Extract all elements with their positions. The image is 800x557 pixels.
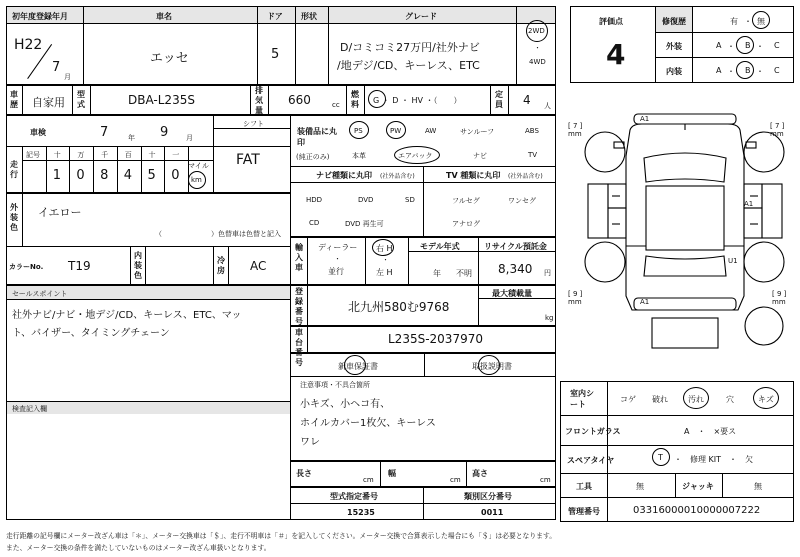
tv-analog: アナログ — [452, 220, 480, 228]
notes-label: 注意事項・不具合箇所 — [300, 381, 370, 389]
navi-dvd: DVD — [358, 196, 374, 204]
capacity-value: 4 — [523, 93, 531, 107]
recycle-value: 8,340 — [498, 262, 533, 276]
chassis-label: 車台番号 — [295, 328, 303, 367]
car-name: エッセ — [150, 51, 189, 66]
sales-point-line1: 社外ナビ/ナビ・地デジ/CD、キーレス、ETC、マッ — [12, 310, 242, 321]
model-label: 型式 — [77, 90, 85, 109]
equip-abs: ABS — [525, 127, 539, 135]
sheet-option: 穴 — [726, 395, 734, 404]
sales-point-line2: ト、バイザー、タイミングチェーン — [12, 328, 170, 339]
tv-types-title: TV 種類に丸印 — [446, 171, 501, 180]
int-grade-circle — [736, 61, 754, 79]
grade-line2: /地デジ/CD、キーレス、ETC — [337, 59, 480, 72]
category-number-label: 類別区分番号 — [464, 492, 512, 501]
odo-header: 万 — [77, 151, 85, 159]
odo-digit: 1 — [52, 168, 61, 183]
spare-tire-label: スペアタイヤ — [567, 456, 615, 465]
equip-pw: PW — [390, 127, 402, 135]
sheet-option-circle — [753, 387, 779, 409]
first-reg-label: 初年度登録年月 — [12, 12, 68, 21]
ext-color-note: （ ）色替車は色替と記入 — [155, 230, 281, 238]
disp-unit: cc — [332, 101, 340, 109]
damage-mark-rear: A1 — [640, 298, 650, 306]
import-label: 輸入車 — [295, 243, 303, 272]
equip-sunroof: サンルーフ — [460, 128, 495, 136]
odo-header: 一 — [172, 151, 180, 159]
grade-label: グレード — [405, 12, 437, 21]
notes-line2: ホイルカバー1枚欠、キーレス — [300, 418, 436, 429]
odo-digit: 0 — [171, 168, 180, 183]
spare-kit: ・ 修理 KIT ・ 欠 — [674, 455, 754, 464]
inspection-month: 9 — [160, 125, 169, 140]
disp-label: 排気量 — [255, 86, 263, 115]
tv-oneseg: ワンセグ — [508, 197, 536, 205]
windshield-options: A ・ ×要ス — [684, 427, 737, 436]
warranty-label: 新車保証書 — [338, 362, 378, 371]
registration-label: 登録番号 — [295, 287, 303, 326]
tools-label: 工具 — [576, 482, 592, 491]
car-name-label: 車名 — [156, 12, 172, 21]
type-number-label: 型式指定番号 — [330, 492, 378, 501]
door-label: ドア — [267, 12, 283, 21]
footer-line1: 走行距離の記号欄にメーター改ざん車は「＊」、メーター交換車は「＄」、走行不明車は「＃」を記入してください。メーター交換で合算表示した場合にも「＄」は必要となります。 — [6, 532, 556, 540]
shape-label: 形状 — [301, 12, 317, 21]
car-damage-diagram — [560, 96, 794, 368]
navi-cd: CD — [309, 219, 320, 227]
int-scale-b: B — [745, 66, 751, 75]
fuel-options: G ・ D ・ HV ・（ ） — [373, 96, 462, 105]
windshield-label: フロントガラス — [565, 427, 621, 436]
length-label: 長さ — [296, 469, 312, 478]
int-scale-c: C — [774, 66, 780, 75]
import-parallel: 並行 — [328, 267, 344, 276]
model-value: DBA-L235S — [128, 93, 195, 107]
color-no-label: カラーNo. — [9, 263, 44, 271]
category-number-value: 0011 — [481, 508, 504, 517]
disp-value: 660 — [288, 93, 311, 107]
odo-header: 百 — [124, 151, 132, 159]
equip-leather: 本革 — [352, 152, 366, 160]
wheel-size-rr: [ 9 ] mm — [772, 290, 787, 306]
equip-ps: PS — [354, 127, 363, 135]
ext-scale-a: A — [716, 41, 722, 50]
purpose-label: 車歴 — [10, 90, 18, 109]
odo-digit: 4 — [123, 168, 133, 183]
sheet-option: キズ — [758, 395, 774, 404]
first-reg-month-unit: 月 — [64, 73, 71, 81]
capacity-unit: 人 — [544, 102, 551, 110]
interior-sheet-label: 室内シート — [570, 389, 594, 409]
recycle-label: リサイクル預託金 — [484, 242, 547, 251]
repair-no: 無 — [757, 17, 765, 26]
height-label: 高さ — [472, 469, 488, 478]
equipment-label: 装備品に丸印 — [297, 127, 337, 147]
inspection-label: 車検 — [30, 128, 46, 137]
tv-types-sub: (社外品含む) — [508, 173, 543, 180]
mgmt-value: 03316000010000007222 — [633, 505, 761, 516]
drive-2wd: 2WD — [528, 27, 545, 35]
shift-value: FAT — [236, 152, 260, 168]
equip-airbag: エアバック — [398, 152, 433, 160]
sheet-option: 破れ — [652, 395, 668, 404]
equip-navi: ナビ — [473, 152, 487, 160]
purpose-value: 自家用 — [32, 96, 65, 109]
model-year-value: 不明 — [456, 269, 472, 278]
navi-dvd-play: DVD 再生可 — [345, 220, 384, 228]
navi-types-title: ナビ種類に丸印 — [316, 171, 372, 180]
aircon-label: 冷房 — [217, 256, 225, 275]
odo-header: 記号 — [26, 151, 40, 159]
interior-color-label: 内装色 — [134, 251, 142, 280]
spare-t: T — [658, 453, 663, 462]
tools-value: 無 — [636, 482, 644, 491]
repair-yes: 有 — [730, 17, 738, 26]
int-grade-label: 内装 — [666, 67, 682, 76]
mile-unit: マイル — [188, 162, 209, 170]
import-dealer: ディーラー — [318, 243, 358, 252]
tv-fullseg: フルセグ — [452, 197, 480, 205]
damage-mark-right: A1 — [744, 200, 754, 208]
ext-grade-label: 外装 — [666, 42, 682, 51]
navi-hdd: HDD — [306, 196, 323, 204]
odo-digit: 8 — [100, 168, 109, 183]
registration-value: 北九州580む9768 — [348, 300, 450, 314]
wheel-size-rl: [ 9 ] mm — [568, 290, 583, 306]
odo-header: 千 — [101, 151, 109, 159]
grade-line1: D/コミコミ27万円/社外ナビ — [340, 41, 480, 54]
mileage-label: 走行 — [10, 160, 18, 179]
width-label: 幅 — [388, 469, 396, 478]
notes-line1: 小キズ、小ヘコ有、 — [300, 399, 391, 410]
sheet-option: 汚れ — [688, 395, 704, 404]
doors: 5 — [271, 47, 280, 62]
int-scale-a: A — [716, 66, 722, 75]
notes-line3: ワレ — [300, 437, 320, 448]
sheet-option: コゲ — [620, 395, 636, 404]
first-reg-era: H22 — [14, 37, 43, 53]
sales-point-label: セールスポイント — [12, 290, 68, 298]
navi-sd: SD — [405, 196, 415, 204]
mgmt-label: 管理番号 — [568, 507, 600, 516]
equip-tv: TV — [528, 151, 538, 159]
odo-header: 十 — [148, 151, 156, 159]
ext-grade-circle — [736, 36, 754, 54]
score-value: 4 — [606, 38, 626, 71]
odo-digit: 0 — [76, 168, 85, 183]
jack-label: ジャッキ — [682, 482, 714, 491]
color-no-value: T19 — [68, 259, 91, 273]
shift-label: シフト — [243, 120, 264, 128]
first-reg-month: 7 — [52, 60, 61, 75]
odo-header: 十 — [53, 151, 61, 159]
wheel-size-fr: [ 7 ] mm — [770, 122, 785, 138]
wheel-size-fl: [ 7 ] mm — [568, 122, 583, 138]
ext-scale-c: C — [774, 41, 780, 50]
inspector-label: 検査記入欄 — [12, 405, 47, 413]
repair-label: 修復歴 — [662, 17, 686, 26]
capacity-label: 定員 — [495, 90, 503, 109]
damage-mark-front: A1 — [640, 115, 650, 123]
inspection-year: 7 — [100, 125, 109, 140]
score-label: 評価点 — [599, 17, 623, 26]
navi-types-sub: (社外品含む) — [380, 173, 415, 180]
damage-mark-wheel: U1 — [728, 257, 738, 265]
type-number-value: 15235 — [347, 508, 375, 517]
ext-color-value: イエロー — [38, 206, 82, 219]
handle-left: 左 H — [376, 268, 393, 277]
ext-color-label: 外装色 — [10, 203, 18, 232]
chassis-value: L235S-2037970 — [388, 332, 483, 346]
handle-right: 右 H — [376, 244, 393, 253]
equipment-sub: (純正のみ) — [296, 153, 330, 161]
footer-line2: また、メーター交換の条件を満たしていないものはメーター改ざん車扱いとなります。 — [6, 544, 271, 552]
odo-digit: 5 — [147, 168, 156, 183]
drive-4wd: 4WD — [529, 58, 546, 66]
aircon-value: AC — [250, 259, 267, 273]
ext-scale-b: B — [745, 41, 751, 50]
model-year-label: モデル年式 — [420, 242, 460, 251]
fuel-label: 燃料 — [351, 90, 359, 109]
jack-value: 無 — [754, 482, 762, 491]
manual-label: 取扱説明書 — [472, 362, 512, 371]
car-outline-svg — [560, 96, 794, 368]
max-load-label: 最大積載量 — [492, 289, 532, 298]
equip-aw: AW — [425, 127, 437, 135]
km-unit: km — [191, 176, 202, 184]
sheet-option-circle — [683, 387, 709, 409]
